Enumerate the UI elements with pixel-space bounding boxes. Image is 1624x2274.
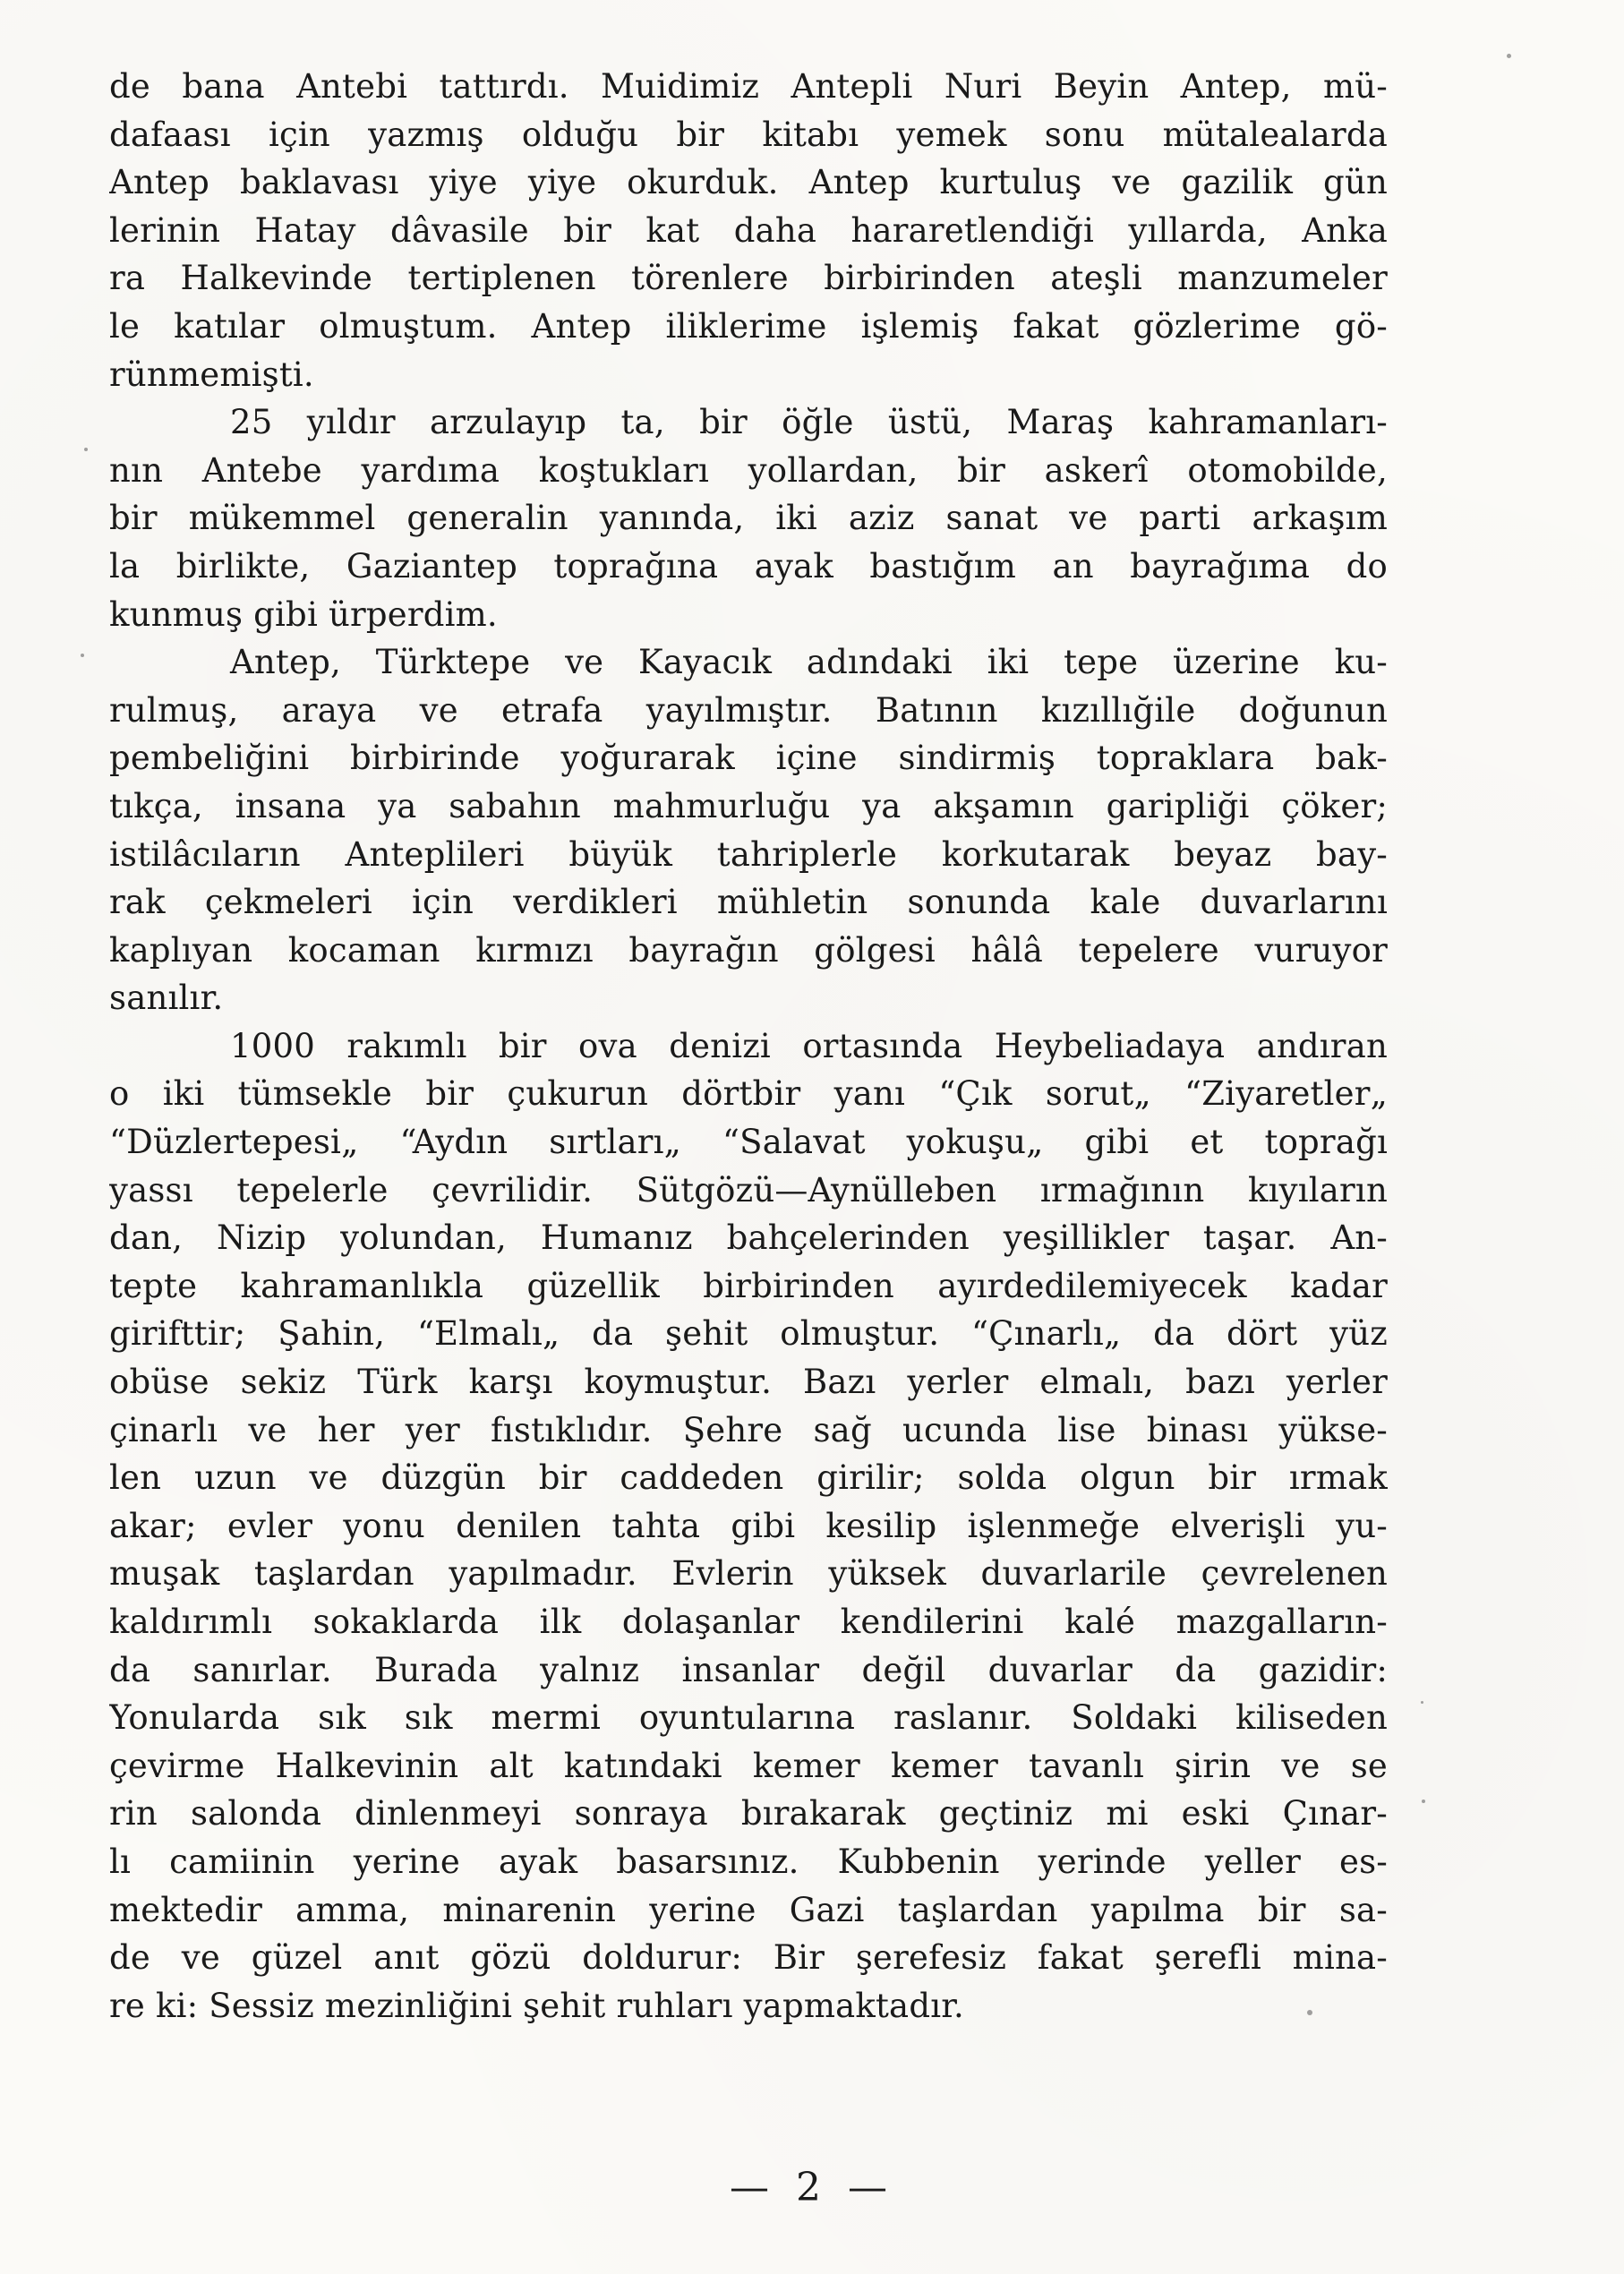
text-line: akar; evler yonu denilen tahta gibi kesilip işlenmeğe elverişli yu- <box>109 1506 1388 1545</box>
text-line: 25 yıldır arzulayıp ta, bir öğle üstü, Maraş kahramanları- <box>230 403 1388 442</box>
text-line: kaplıyan kocaman kırmızı bayrağın gölgesi hâlâ tepelere vuruyor <box>109 930 1388 970</box>
scan-speck <box>84 448 88 451</box>
text-line: kunmuş gibi ürperdim. <box>109 594 498 634</box>
text-line: de bana Antebi tattırdı. Muidimiz Antepli Nuri Beyin Antep, mü- <box>109 67 1388 106</box>
text-line: obüse sekiz Türk karşı koymuştur. Bazı yerler elmalı, bazı yerler <box>109 1363 1388 1402</box>
page-number: — 2 — <box>730 2165 894 2210</box>
text-line: len uzun ve düzgün bir caddeden girilir; solda olgun bir ırmak <box>109 1458 1388 1498</box>
text-line: o iki tümsekle bir çukurun dörtbir yanı “Çık sorut„ “Ziyaretler„ <box>109 1074 1388 1114</box>
text-line: dan, Nizip yolundan, Humanız bahçelerinden yeşillikler taşar. An- <box>109 1218 1388 1258</box>
text-line: yassı tepelerle çevrilidir. Sütgözü—Aynülleben ırmağının kıyıların <box>109 1170 1388 1210</box>
text-line: ra Halkevinde tertiplenen törenlere birbirinden ateşli manzumeler <box>109 259 1388 298</box>
text-line: la birlikte, Gaziantep toprağına ayak bastığım an bayrağıma do <box>109 546 1388 586</box>
text-line: girifttir; Şahin, “Elmalı„ da şehit olmuştur. “Çınarlı„ da dört yüz <box>109 1314 1388 1354</box>
text-line: re ki: Sessiz mezinliğini şehit ruhları yapmaktadır. <box>109 1986 965 2025</box>
scan-speck <box>1307 2010 1312 2015</box>
text-line: rünmemişti. <box>109 355 314 394</box>
text-line: sanılır. <box>109 979 224 1018</box>
text-line: dafaası için yazmış olduğu bir kitabı yemek sonu mütalealarda <box>109 115 1388 154</box>
text-line: Antep baklavası yiye yiye okurduk. Antep kurtuluş ve gazilik gün <box>109 163 1388 202</box>
text-line: rin salonda dinlenmeyi sonraya bırakarak geçtiniz mi eski Çınar- <box>109 1794 1388 1834</box>
text-line: 1000 rakımlı bir ova denizi ortasında Heybeliadaya andıran <box>230 1026 1388 1065</box>
text-line: nın Antebe yardıma koştukları yollardan, bir askerî otomobilde, <box>109 450 1388 490</box>
text-line: de ve güzel anıt gözü doldurur: Bir şerefesiz fakat şerefli mina- <box>109 1938 1388 1978</box>
text-line: çevirme Halkevinin alt katındaki kemer kemer tavanlı şirin ve se <box>109 1746 1388 1785</box>
text-line: kaldırımlı sokaklarda ilk dolaşanlar kendilerini kalé mazgalların- <box>109 1603 1388 1641</box>
text-line: lı camiinin yerine ayak basarsınız. Kubbenin yerinde yeller es- <box>109 1842 1388 1881</box>
scan-speck <box>81 654 84 657</box>
scan-speck <box>1422 1800 1425 1803</box>
text-line: le katılar olmuştum. Antep iliklerime işlemiş fakat gözlerime gö- <box>109 306 1388 346</box>
text-line: “Düzlertepesi„ “Aydın sırtları„ “Salavat yokuşu„ gibi et toprağı <box>109 1123 1388 1162</box>
text-line: rulmuş, araya ve etrafa yayılmıştır. Batının kızıllığile doğunun <box>109 690 1388 730</box>
text-line: tepte kahramanlıkla güzellik birbirinden ayırdedilemiyecek kadar <box>109 1266 1388 1305</box>
text-line: da sanırlar. Burada yalnız insanlar değil duvarlar da gazidir: <box>109 1650 1388 1689</box>
body-text <box>109 63 1388 2030</box>
text-line: rak çekmeleri için verdikleri mühletin sonunda kale duvarlarını <box>109 883 1388 922</box>
text-line: pembeliğini birbirinde yoğurarak içine sindirmiş topraklara bak- <box>109 739 1388 778</box>
text-line: mektedir amma, minarenin yerine Gazi taşlardan yapılma bir sa- <box>109 1890 1388 1929</box>
scan-speck <box>1507 54 1511 58</box>
text-line: tıkça, insana ya sabahın mahmurluğu ya akşamın garipliği çöker; <box>109 786 1388 825</box>
text-line: Yonularda sık sık mermi oyuntularına raslanır. Soldaki kiliseden <box>109 1698 1388 1738</box>
text-line: çinarlı ve her yer fıstıklıdır. Şehre sağ ucunda lise binası yükse- <box>109 1410 1388 1449</box>
text-line: istilâcıların Anteplileri büyük tahriplerle korkutarak beyaz bay- <box>109 834 1388 874</box>
text-line: Antep, Türktepe ve Kayacık adındaki iki tepe üzerine ku- <box>230 643 1388 682</box>
scan-speck <box>1421 1701 1423 1704</box>
text-line: muşak taşlardan yapılmadır. Evlerin yüksek duvarlarile çevrelenen <box>109 1554 1388 1594</box>
text-line: bir mükemmel generalin yanında, iki aziz sanat ve parti arkaşım <box>109 499 1388 538</box>
text-line: lerinin Hatay dâvasile bir kat daha hararetlendiği yıllarda, Anka <box>109 210 1388 250</box>
